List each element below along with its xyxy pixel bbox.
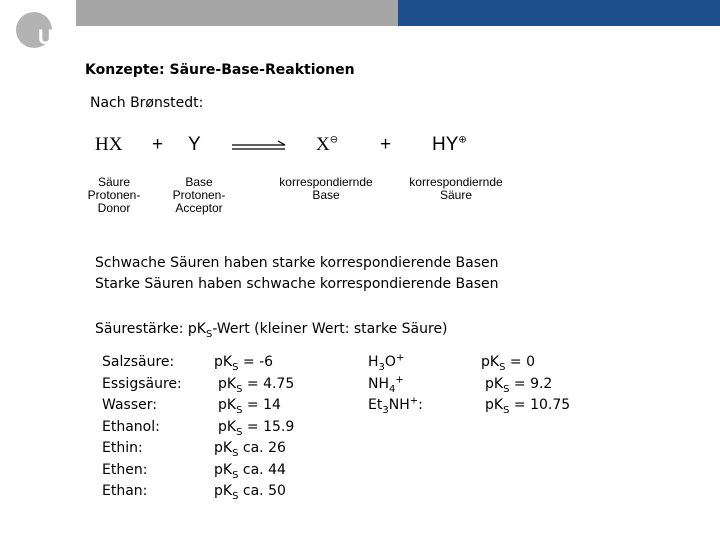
reaction-base: Y — [188, 134, 201, 155]
reaction-plus-2: + — [380, 134, 392, 155]
pks-value: $pK_S$ ca. 50 — [214, 483, 286, 502]
reaction-conj-acid — [432, 134, 467, 156]
pks-value: $pK_S$ ca. 44 — [214, 461, 286, 481]
logo-text: UR — [38, 26, 69, 49]
pks-value: $pK_S$ ca. 26 — [214, 440, 286, 459]
acid-name: Ethin: — [102, 440, 143, 456]
conj-base-symbol: X — [316, 134, 330, 155]
label-conj-acid: korrespondiernde Säure — [409, 175, 503, 202]
acid-name: Ethen: — [102, 461, 148, 478]
reaction-plus-1: + — [152, 134, 164, 155]
formula: $NH_4^+$ — [368, 373, 404, 395]
pks-value: $pK_S = 14$ — [218, 397, 281, 416]
acid-name: Ethanol: — [102, 418, 160, 435]
reaction-acid: HX — [95, 134, 123, 155]
acid-name: Ethan: — [102, 483, 148, 499]
acid-name: Essigsäure: — [102, 375, 182, 392]
pks-column-right — [481, 352, 570, 417]
acid-name: Wasser: — [102, 397, 157, 413]
label-conj-base: korrespondiernde Base — [279, 175, 373, 202]
pks-value: $pK_S = 0$ — [481, 354, 535, 373]
slide-title: Konzepte: Säure-Base-Reaktionen — [85, 62, 355, 78]
conj-base-charge: ⊖ — [329, 134, 339, 146]
equilibrium-arrow-icon — [230, 140, 288, 154]
acid-name: Salzsäure: — [102, 354, 175, 370]
university-logo — [14, 8, 74, 52]
label-base: Base Protonen- Acceptor — [172, 175, 226, 215]
statement-2: Starke Säuren haben schwache korrespondierende Basen — [95, 276, 499, 292]
pks-value: $pK_S = 9.2$ — [485, 375, 553, 395]
formula-column — [368, 352, 423, 417]
statement-1: Schwache Säuren haben starke korrespondierende Basen — [95, 255, 499, 271]
pks-value: $pK_S = 15.9$ — [218, 418, 295, 438]
acid-name-column — [102, 352, 182, 503]
formula: $Et_3NH^+$: — [368, 395, 423, 416]
pks-value: $pK_S = 10.75$ — [485, 397, 571, 416]
pks-column-left — [214, 352, 294, 503]
acid-strength-heading: Säurestärke: $pK_S$-Wert (kleiner Wert: starke Säure) — [95, 321, 448, 340]
reaction-conj-base — [316, 134, 338, 156]
conj-acid-charge: ⊕ — [458, 134, 467, 146]
pks-value: $pK_S = 4.75$ — [218, 375, 295, 395]
formula: $H_3O^+$ — [368, 352, 405, 373]
pks-value: $pK_S = -6$ — [214, 354, 274, 373]
header-bar-blue — [398, 0, 720, 26]
header-bar-grey — [76, 0, 398, 26]
label-acid: Säure Protonen- Donor — [87, 175, 141, 215]
conj-acid-symbol: HY — [432, 134, 459, 155]
intro-text: Nach Brønstedt: — [90, 95, 204, 111]
